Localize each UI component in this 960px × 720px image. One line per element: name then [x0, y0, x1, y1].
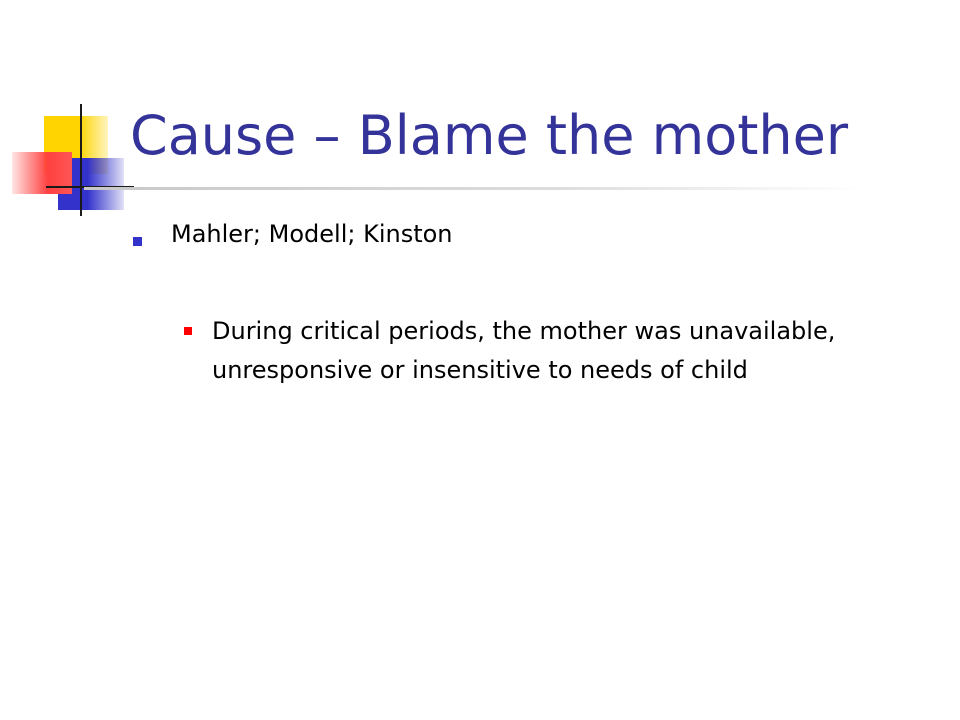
sub-bullet-square-icon [184, 327, 192, 335]
bullet-text: Mahler; Modell; Kinston [171, 220, 453, 248]
bullet-square-icon [133, 237, 142, 246]
decorative-logo [0, 0, 140, 230]
sub-bullet-text: During critical periods, the mother was unavailable, unresponsive or insensitive to needs of child [212, 317, 836, 384]
title-divider [84, 187, 864, 190]
slide-title: Cause – Blame the mother [130, 104, 849, 167]
logo-vertical-line [80, 104, 82, 216]
